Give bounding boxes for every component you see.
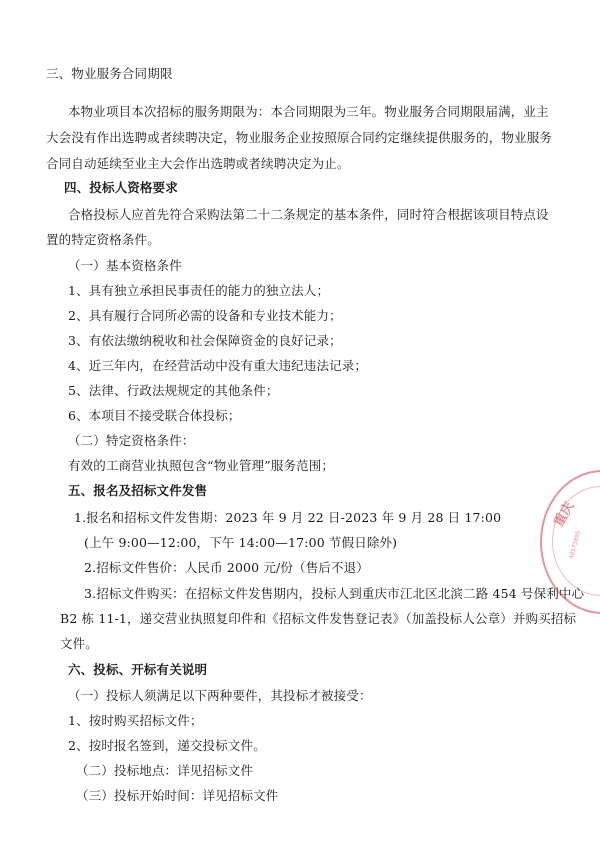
section6-title: 六、投标、开标有关说明 — [68, 662, 208, 677]
section4-paragraph-line1: 合格投标人应首先符合采购法第二十二条规定的基本条件，同时符合根据该项目特点设 — [68, 207, 549, 222]
basic-item: 2、具有履行合同所必需的设备和专业技术能力； — [68, 308, 342, 323]
section6-requirements: （一）投标人须满足以下两种要件，其投标才被接受： — [68, 688, 372, 703]
section5-title: 五、报名及招标文件发售 — [68, 483, 208, 498]
section3-title: 三、物业服务合同期限 — [46, 66, 173, 81]
section4-paragraph-line2: 置的特定资格条件。 — [46, 232, 160, 247]
basic-qualifications-title: （一）基本资格条件 — [68, 258, 182, 273]
special-qualifications-text: 有效的工商营业执照包含“物业管理”服务范围； — [68, 458, 335, 473]
seal-text: 重庆 — [551, 499, 578, 530]
basic-item: 3、有依法缴纳税收和社会保障资金的良好记录； — [68, 333, 342, 348]
basic-item: 6、本项目不接受联合体投标； — [68, 408, 241, 423]
section5-item1-line2: (上午 9:00—12:00，下午 14:00—17:00 节假日除外) — [84, 535, 398, 550]
basic-item: 4、近三年内，在经营活动中没有重大违纪违法记录； — [68, 358, 368, 373]
section5-item3-line3: 文件。 — [60, 636, 98, 651]
section3-paragraph-line3: 合同自动延续至业主大会作出选聘或者续聘决定为止。 — [46, 156, 350, 171]
section3-paragraph-line2: 大会没有作出选聘或者续聘决定，物业服务企业按照原合同约定继续提供服务的，物业服务 — [46, 130, 553, 145]
basic-item: 5、法律、行政法规规定的其他条件； — [68, 383, 279, 398]
section5-item2: 2.招标文件售价：人民币 2000 元/份（售后不退） — [84, 560, 369, 575]
section3-paragraph-line1: 本物业项目本次招标的服务期限为：本合同期限为三年。物业服务合同期限届满，业主 — [68, 104, 549, 119]
section6-item: 2、按时报名签到，递交投标文件。 — [68, 738, 266, 753]
basic-item: 1、具有独立承担民事责任的能力的独立法人； — [68, 283, 330, 298]
section4-title: 四、投标人资格要求 — [64, 180, 178, 195]
section6-item: 1、按时购买招标文件； — [68, 713, 203, 728]
section6-start-time: （三）投标开始时间：详见招标文件 — [76, 788, 279, 803]
section5-item3-line1: 3.招标文件购买：在招标文件发售期内，投标人到重庆市江北区北滨二路 454 号保利中心 — [84, 586, 585, 601]
section6-location: （二）投标地点：详见招标文件 — [76, 763, 254, 778]
section5-item3-line2: B2 栋 11-1，递交营业执照复印件和《招标文件发售登记表》（加盖投标人公章）并购买招标 — [60, 611, 577, 626]
special-qualifications-title: （二）特定资格条件： — [68, 433, 195, 448]
section5-item1-line1: 1.报名和招标文件发售期：2023 年 9 月 22 日-2023 年 9 月 28 日 17:00 — [74, 510, 502, 525]
seal-number: 40573895 — [568, 530, 583, 560]
